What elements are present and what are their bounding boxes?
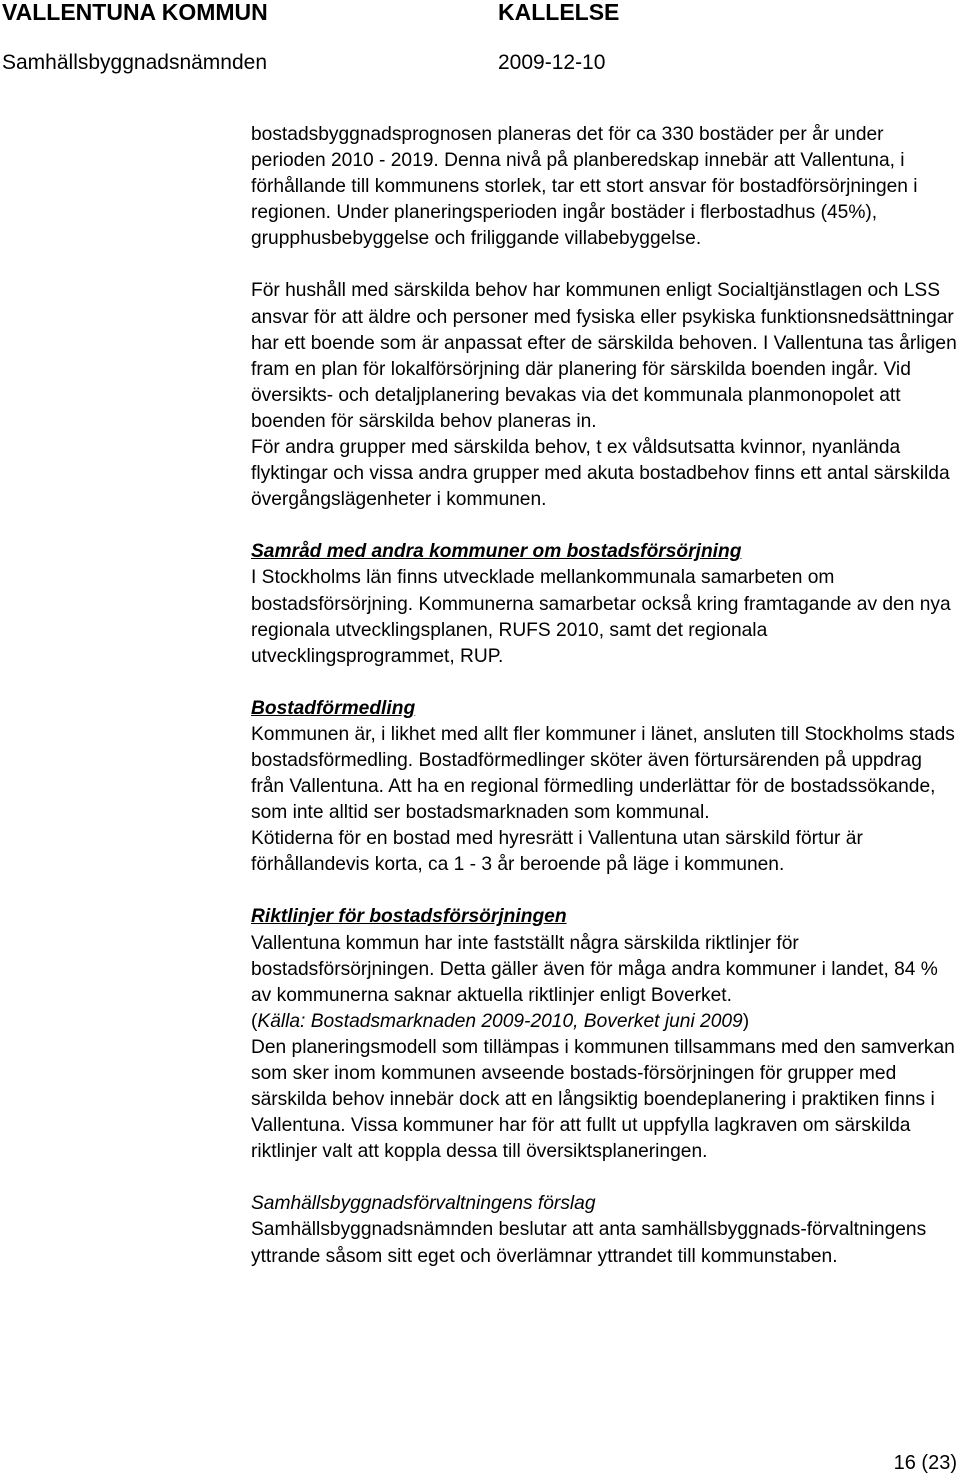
paragraph-housing-forecast: bostadsbyggnadsprognosen planeras det för ca 330 bostäder per år under perioden 2010 - 2019. Denna nivå på planberedskap innebär att Vallentuna, i förhållande till kommunens storlek, tar ett stort ansvar för bostadförsörjningen i regionen. Under planeringsperioden ingår bostäder i flerbostadhus (45%), grupphusbebyggelse och friliggande villabebyggelse. <box>251 124 918 250</box>
heading-housing-agency: Bostadförmedling <box>251 697 416 719</box>
paragraph-special-needs: För hushåll med särskilda behov har kommunen enligt Socialtjänstlagen och LSS ansvar för att äldre och personer med fysiska eller psykiska funktionsnedsättningar har ett boende som är anpassat efter de särskilda behoven. I Vallentuna tas årligen fram en plan för lokalförsörjning där planering för särskilda boenden ingår. Vid översikts- och detaljplanering bevakas via det kommunala planmonopolet att boenden för särskilda behov planeras in. <box>251 280 957 432</box>
paragraph-waiting-times: Kötiderna för en bostad med hyresrätt i Vallentuna utan särskild förtur är förhållandevis korta, ca 1 - 3 år beroende på läge i kommunen. <box>251 828 863 876</box>
heading-regional-cooperation: Samråd med andra kommuner om bostadsförsörjning <box>251 541 742 563</box>
citation-close-paren: ) <box>742 1010 750 1032</box>
department-name: Samhällsbyggnadsnämnden <box>2 51 268 74</box>
document-date: 2009-12-10 <box>498 51 606 74</box>
heading-proposal: Samhällsbyggnadsförvaltningens förslag <box>251 1193 596 1215</box>
paragraph-planning-model: Den planeringsmodell som tillämpas i kommunen tillsammans med den samverkan som sker inom kommunen avseende bostads-försörjningen för grupper med särskilda behov innebär dock att en långsiktig boendeplanering i praktiken finns i Vallentuna. Vissa kommuner har för att fullt ut uppfylla lagkraven om särskilda riktlinjer valt att koppla dessa till översiktsplaneringen. <box>251 1036 955 1163</box>
paragraph-guidelines: Vallentuna kommun har inte fastställt några särskilda riktlinjer för bostadsförsörjningen. Detta gäller även för måga andra kommuner i landet, 84 % av kommunerna saknar aktuella riktlinjer enligt Boverket. <box>251 932 938 1006</box>
paragraph-regional-cooperation: I Stockholms län finns utvecklade mellankommunala samarbeten om bostadsförsörjning. Kommunerna samarbetar också kring framtagande av den nya regionala utvecklingsplanen, RUFS 2010, samt det regionala utvecklingsprogrammet, RUP. <box>251 567 951 667</box>
paragraph-proposal: Samhällsbyggnadsnämnden beslutar att anta samhällsbyggnads-förvaltningens yttrande såsom sitt eget och överlämnar yttrandet till kommunstaben. <box>251 1219 927 1267</box>
organization-name: VALLENTUNA KOMMUN <box>2 0 268 25</box>
heading-guidelines: Riktlinjer för bostadsförsörjningen <box>251 906 567 928</box>
page-number: 16 (23) <box>893 1452 957 1474</box>
citation-open-paren: ( <box>251 1010 258 1032</box>
document-body <box>251 122 957 1270</box>
document-type: KALLELSE <box>498 0 620 25</box>
paragraph-other-groups: För andra grupper med särskilda behov, t ex våldsutsatta kvinnor, nyanlända flyktingar och vissa andra grupper med akuta bostadbehov finns ett antal särskilda övergångslägenheter i kommunen. <box>251 437 950 511</box>
paragraph-housing-agency: Kommunen är, i likhet med allt fler kommuner i länet, ansluten till Stockholms stads bostadsförmedling. Bostadförmedlinger sköter även förtursärenden på uppdrag från Vallentuna. Att ha en regional förmedling underlättar för de bostadssökande, som inte alltid ser bostadsmarknaden som kommunal. <box>251 723 955 824</box>
citation-source: Källa: Bostadsmarknaden 2009-2010, Boverket juni 2009 <box>257 1010 743 1032</box>
paragraph-source-citation <box>251 1009 957 1035</box>
